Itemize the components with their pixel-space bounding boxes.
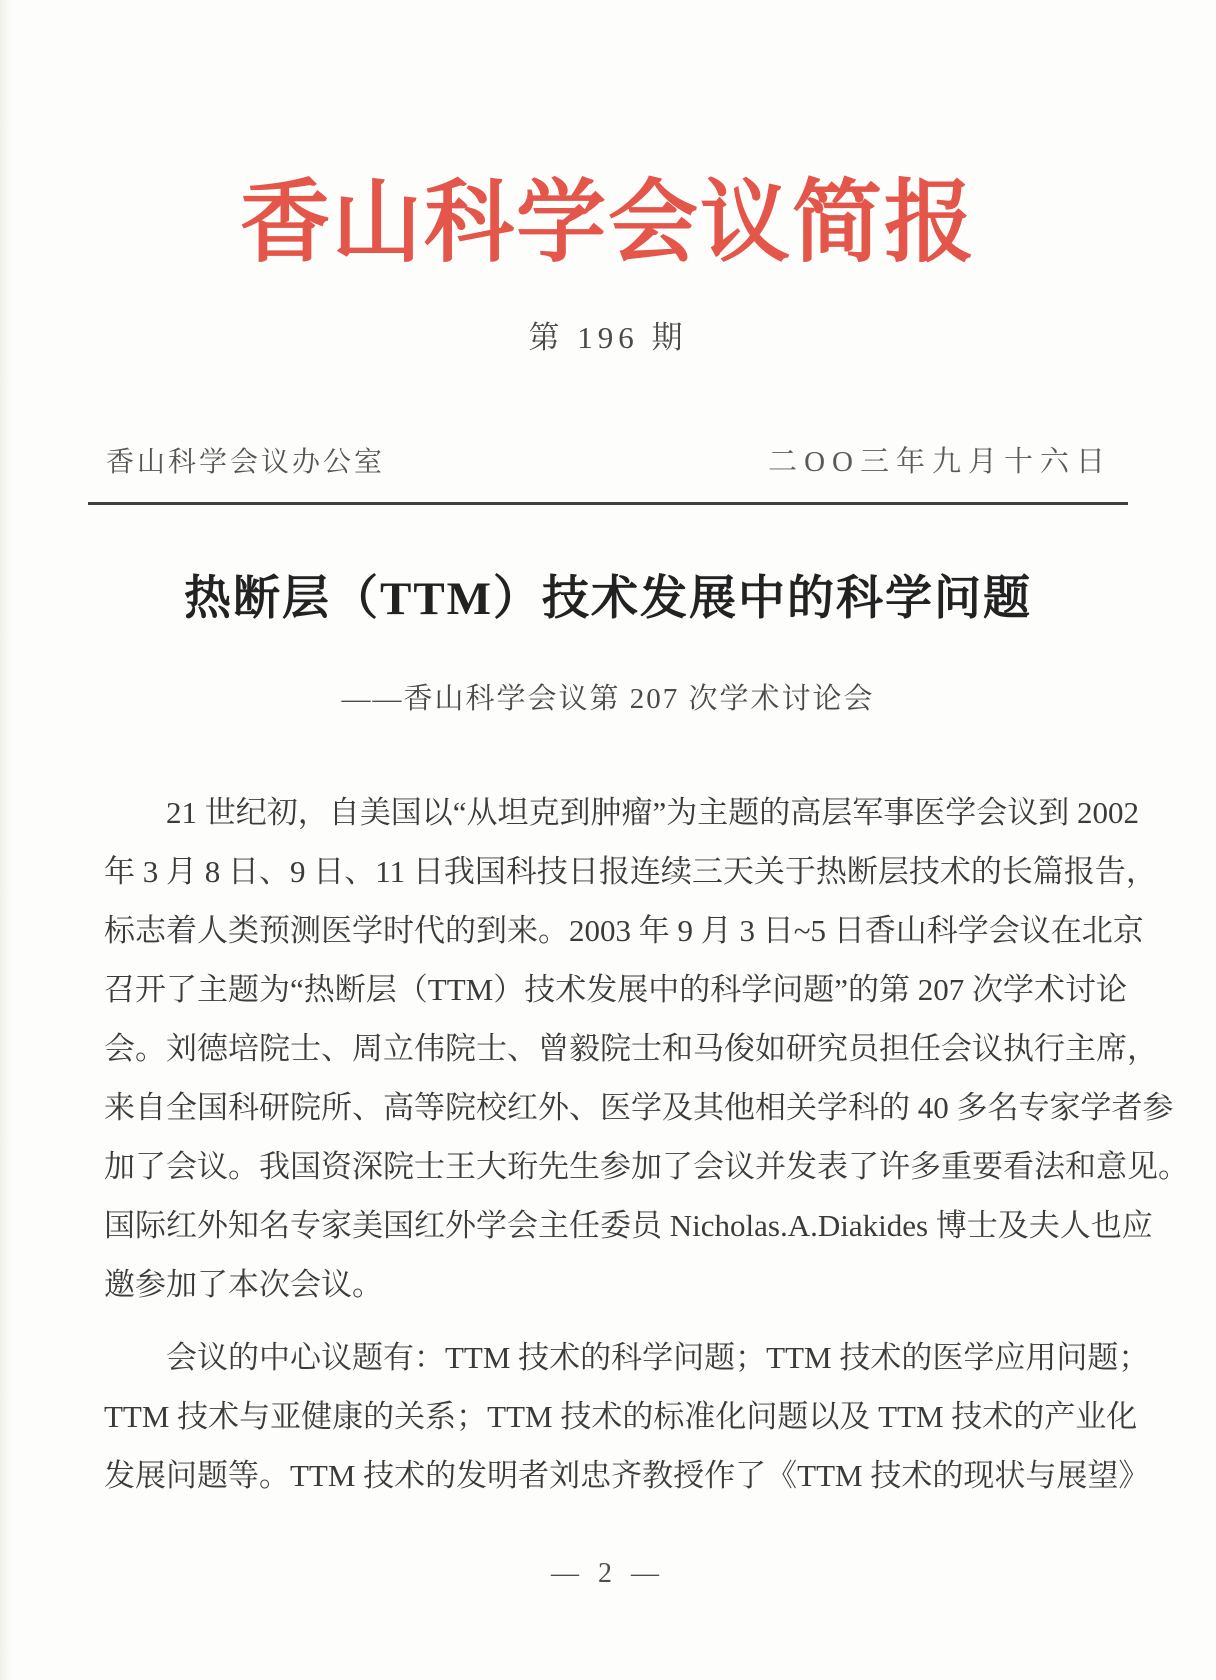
publication-date: 二OO三年九月十六日 — [768, 445, 1112, 478]
body-text-line: 加了会议。我国资深院士王大珩先生参加了会议并发表了许多重要看法和意见。 — [104, 1148, 1189, 1184]
body-text-line: 来自全国科研院所、高等院校红外、医学及其他相关学科的 40 多名专家学者参 — [104, 1089, 1174, 1125]
paragraph — [104, 1328, 1150, 1505]
article-subtitle: ——香山科学会议第 207 次学术讨论会 — [341, 682, 875, 715]
body-text-line: 召开了主题为“热断层（TTM）技术发展中的科学问题”的第 207 次学术讨论 — [104, 971, 1127, 1007]
masthead-title: 香山科学会议简报 — [240, 173, 976, 273]
article-body — [88, 783, 1189, 1505]
body-text-line: 国际红外知名专家美国红外学会主任委员 Nicholas.A.Diakides 博士及夫人也应 — [104, 1207, 1153, 1243]
body-text-line: 会议的中心议题有：TTM 技术的科学问题；TTM 技术的医学应用问题； — [166, 1339, 1150, 1375]
article-title: 热断层（TTM）技术发展中的科学问题 — [183, 572, 1033, 625]
body-text-line: 21 世纪初，自美国以“从坦克到肿瘤”为主题的高层军事医学会议到 2002 — [166, 794, 1140, 830]
header-divider — [88, 502, 1128, 505]
body-text-line: 邀参加了本次会议。 — [104, 1266, 383, 1302]
body-text-line: 会。刘德培院士、周立伟院士、曾毅院士和马俊如研究员担任会议执行主席， — [104, 1030, 1158, 1066]
body-text-line: TTM 技术与亚健康的关系；TTM 技术的标准化问题以及 TTM 技术的产业化 — [104, 1398, 1138, 1434]
body-text-line: 发展问题等。TTM 技术的发明者刘忠齐教授作了《TTM 技术的现状与展望》 — [104, 1457, 1150, 1493]
paragraph — [104, 783, 1189, 1314]
issue-number: 第 196 期 — [528, 319, 688, 355]
header-meta-row — [88, 439, 1128, 480]
publishing-office: 香山科学会议办公室 — [106, 446, 386, 478]
body-text-line: 年 3 月 8 日、9 日、11 日我国科技日报连续三天关于热断层技术的长篇报告， — [104, 853, 1157, 889]
body-text-line: 标志着人类预测医学时代的到来。2003 年 9 月 3 日~5 日香山科学会议在北京 — [104, 912, 1144, 948]
page-number: — 2 — — [551, 1558, 665, 1589]
